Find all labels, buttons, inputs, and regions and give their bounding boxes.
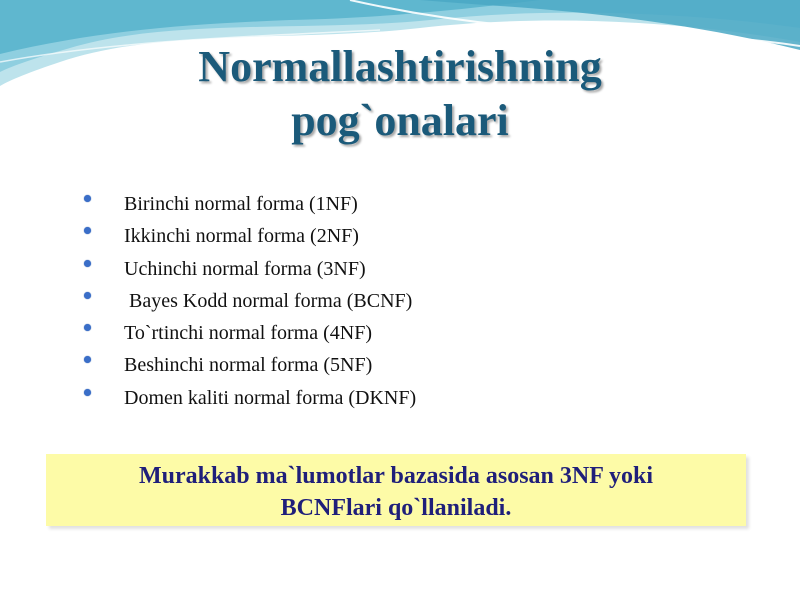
slide-title-line-1: Normallashtirishning (198, 42, 602, 91)
bullet-icon (84, 356, 91, 363)
list-item-text: Uchinchi normal forma (3NF) (124, 257, 366, 280)
callout-line-2: BCNFlari qo`llaniladi. (280, 495, 512, 521)
bullet-icon (84, 227, 91, 234)
bullet-icon (84, 389, 91, 396)
list-item-text: Bayes Kodd normal forma (BCNF) (124, 289, 413, 312)
callout-box (46, 454, 746, 526)
list-item-text: Beshinchi normal forma (5NF) (124, 354, 373, 377)
bullet-icon (84, 324, 91, 331)
list-item-text: Birinchi normal forma (1NF) (124, 193, 358, 215)
list-item-text: To`rtinchi normal forma (4NF) (124, 322, 372, 345)
list-item-text: Domen kaliti normal forma (DKNF) (124, 386, 417, 409)
callout-line-1: Murakkab ma`lumotlar bazasida asosan 3NF yoki (138, 463, 654, 489)
slide-title (0, 40, 800, 148)
bullet-icon (84, 260, 91, 267)
slide-title-line-2: pog`onalari (291, 96, 509, 145)
bullet-icon (84, 292, 91, 299)
bullet-icon (84, 195, 91, 202)
list-item-text: Ikkinchi normal forma (2NF) (124, 225, 359, 248)
